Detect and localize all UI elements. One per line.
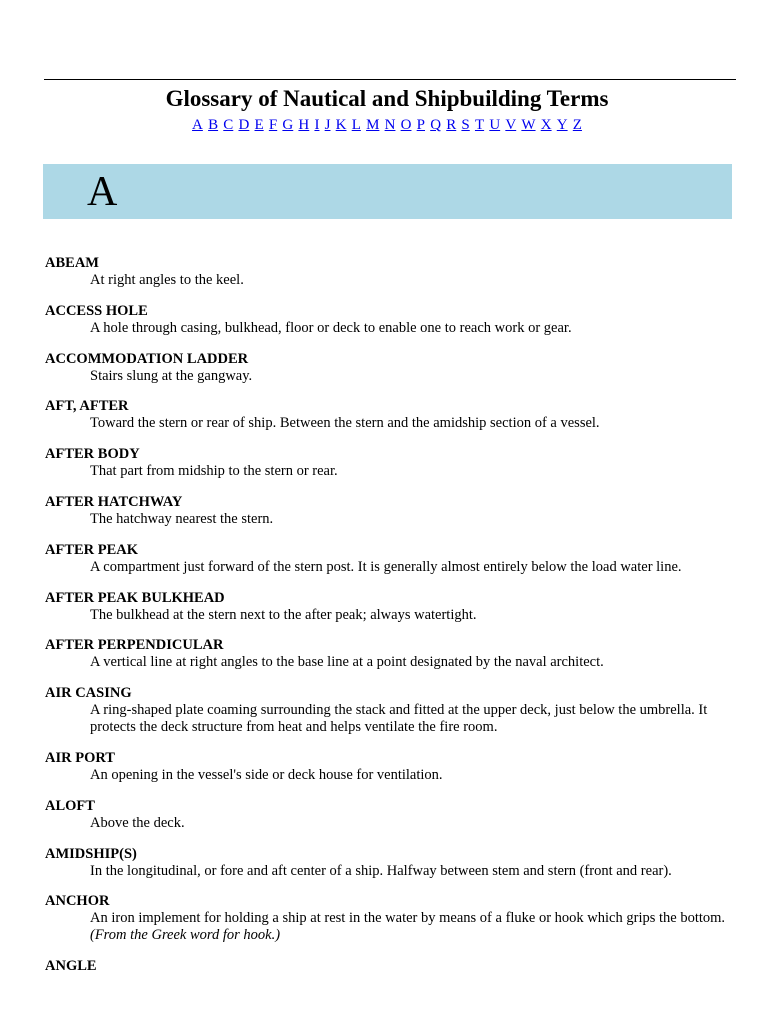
entry-definition [90, 654, 735, 671]
entry-definition [90, 415, 735, 432]
alpha-link-w[interactable]: W [521, 117, 536, 133]
alpha-link-c[interactable]: C [223, 117, 234, 133]
section-letter: A [87, 169, 118, 215]
entry-definition [90, 702, 735, 736]
entry-definition [90, 607, 735, 624]
alpha-link-i[interactable]: I [314, 117, 320, 133]
alpha-link-y[interactable]: Y [556, 117, 568, 133]
glossary-entry [45, 637, 735, 671]
entry-definition-text: Toward the stern or rear of ship. Between the stern and the amidship section of a vessel. [90, 415, 600, 432]
entry-definition-text: Above the deck. [90, 814, 185, 831]
glossary-entry [45, 351, 735, 385]
alpha-link-f[interactable]: F [268, 117, 278, 133]
entry-definition [90, 272, 735, 289]
entry-term: AFTER PERPENDICULAR [45, 637, 224, 654]
alpha-link-b[interactable]: B [208, 117, 219, 133]
alpha-link-n[interactable]: N [384, 117, 396, 133]
entry-term: AFT, AFTER [45, 398, 129, 415]
entry-definition-text: The bulkhead at the stern next to the after peak; always watertight. [90, 606, 477, 623]
glossary-entry [45, 750, 735, 784]
entry-definition-text: An iron implement for holding a ship at rest in the water by means of a fluke or hook which grips the bottom. [90, 910, 726, 927]
entry-definition [90, 511, 735, 528]
glossary-entry [45, 798, 735, 832]
alpha-link-z[interactable]: Z [572, 117, 582, 133]
entry-definition-text: In the longitudinal, or fore and aft center of a ship. Halfway between stem and stern (front and rear). [90, 862, 672, 879]
glossary-entry [45, 542, 735, 576]
entry-definition-text: An opening in the vessel's side or deck house for ventilation. [90, 766, 443, 783]
glossary-entry [45, 958, 735, 975]
glossary-entries [45, 255, 735, 989]
alpha-link-g[interactable]: G [282, 117, 294, 133]
entry-term: AFTER PEAK [45, 541, 139, 558]
entry-definition-text: A compartment just forward of the stern post. It is generally almost entirely below the load water line. [90, 558, 682, 575]
alpha-link-k[interactable]: K [335, 117, 347, 133]
glossary-entry [45, 685, 735, 736]
section-header-band [43, 164, 732, 219]
alpha-link-s[interactable]: S [461, 117, 470, 133]
glossary-entry [45, 494, 735, 528]
alphabet-nav [0, 115, 768, 135]
entry-term: AFTER BODY [45, 446, 140, 463]
entry-definition [90, 767, 735, 784]
alpha-link-o[interactable]: O [400, 117, 412, 133]
alpha-link-d[interactable]: D [238, 117, 250, 133]
page-title: Glossary of Nautical and Shipbuilding Terms [165, 86, 609, 111]
entry-definition [90, 559, 735, 576]
entry-term: AMIDSHIP(S) [45, 845, 137, 862]
glossary-entry [45, 590, 735, 624]
alpha-link-x[interactable]: X [540, 117, 552, 133]
entry-definition-text: A hole through casing, bulkhead, floor or deck to enable one to reach work or gear. [90, 319, 572, 336]
entry-term: AFTER HATCHWAY [45, 493, 183, 510]
entry-term: ANCHOR [45, 893, 110, 910]
entry-term: AIR CASING [45, 685, 132, 702]
entry-definition-text: That part from midship to the stern or rear. [90, 463, 338, 480]
glossary-entry [45, 893, 735, 944]
entry-definition-text: At right angles to the keel. [90, 272, 244, 288]
entry-note: (From the Greek word for hook.) [90, 927, 281, 944]
top-divider [44, 79, 736, 80]
entry-definition [90, 320, 735, 337]
alpha-link-l[interactable]: L [351, 117, 361, 133]
entry-definition [90, 463, 735, 480]
entry-definition [90, 863, 735, 880]
alpha-link-v[interactable]: V [505, 117, 517, 133]
entry-definition-text: The hatchway nearest the stern. [90, 510, 274, 527]
entry-definition-text: Stairs slung at the gangway. [90, 367, 253, 384]
alpha-link-t[interactable]: T [474, 117, 485, 133]
glossary-entry [45, 846, 735, 880]
entry-term: ACCESS HOLE [45, 302, 148, 319]
alpha-link-q[interactable]: Q [430, 117, 442, 133]
alpha-link-a[interactable]: A [192, 117, 203, 133]
glossary-entry [45, 303, 735, 337]
alpha-link-h[interactable]: H [298, 117, 310, 133]
glossary-entry [45, 398, 735, 432]
entry-definition-text: A ring-shaped plate coaming surrounding the stack and fitted at the upper deck, just below the umbrella. It protects the deck structure from heat and helps ventilate the fire room. [90, 702, 708, 736]
alpha-link-m[interactable]: M [366, 117, 380, 133]
entry-term: ABEAM [45, 255, 99, 271]
entry-term: ACCOMMODATION LADDER [45, 350, 249, 367]
entry-definition [90, 815, 735, 832]
entry-term: ANGLE [45, 958, 97, 975]
alpha-link-r[interactable]: R [446, 117, 457, 133]
glossary-entry [45, 255, 735, 289]
entry-definition [90, 910, 735, 944]
entry-definition-text: A vertical line at right angles to the base line at a point designated by the naval architect. [90, 654, 604, 671]
alpha-link-e[interactable]: E [254, 117, 264, 133]
entry-term: AFTER PEAK BULKHEAD [45, 589, 225, 606]
alpha-link-p[interactable]: P [416, 117, 425, 133]
entry-term: ALOFT [45, 797, 95, 814]
alpha-link-u[interactable]: U [489, 117, 501, 133]
entry-term: AIR PORT [45, 749, 115, 766]
glossary-entry [45, 446, 735, 480]
entry-definition [90, 368, 735, 385]
alpha-link-j[interactable]: J [324, 117, 331, 133]
